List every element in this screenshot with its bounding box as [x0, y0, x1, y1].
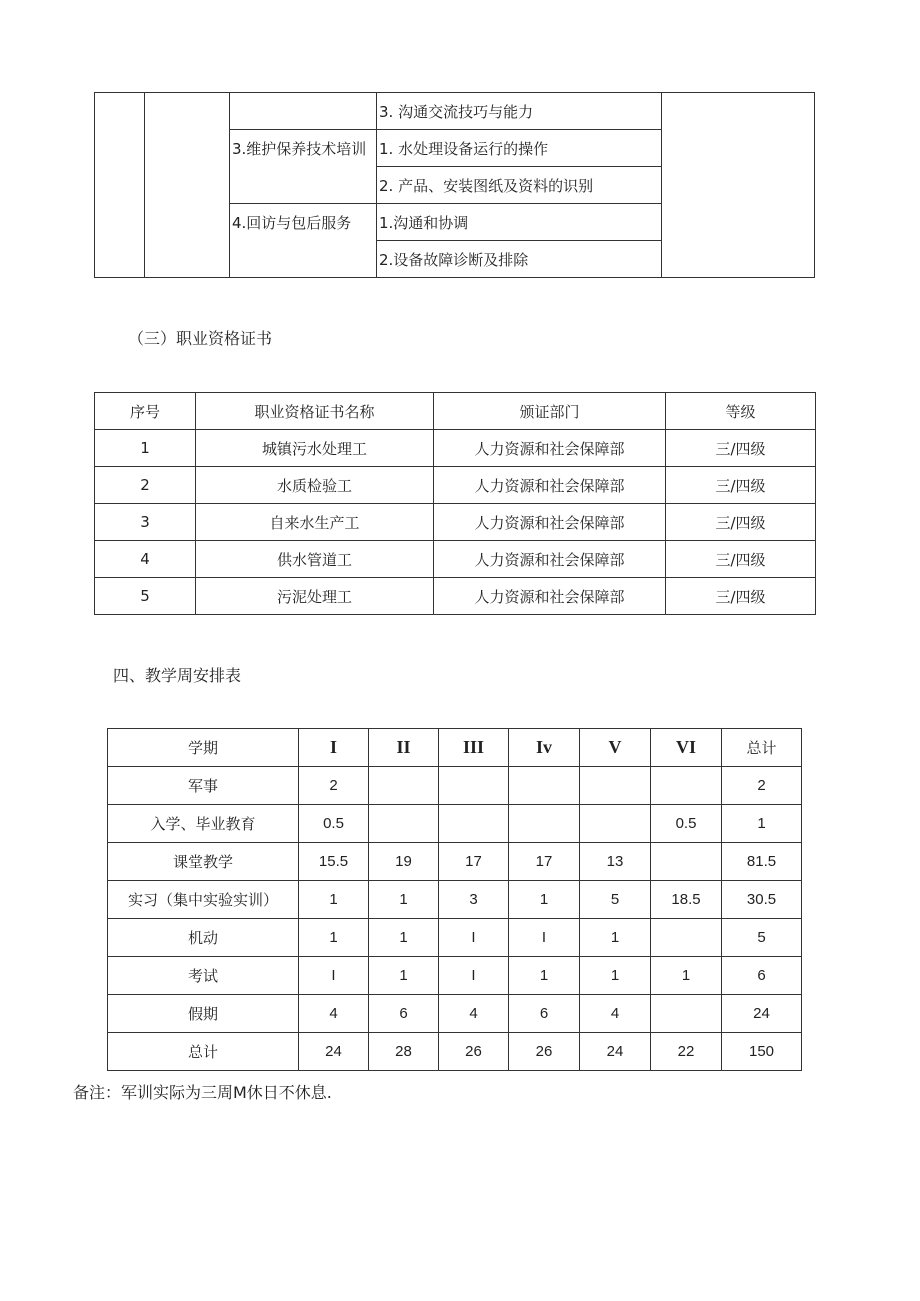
table-cell: I: [439, 919, 509, 957]
table-cell: [230, 93, 377, 130]
table-cell: 5: [722, 919, 802, 957]
table-cell: 2: [299, 767, 369, 805]
cert-table: [94, 392, 816, 615]
table-cell: 自来水生产工: [196, 504, 434, 541]
table-row: [95, 578, 816, 615]
table-cell: [580, 805, 651, 843]
table-cell: 13: [580, 843, 651, 881]
table-cell: I: [299, 957, 369, 995]
table-cell: [509, 805, 580, 843]
table-cell: 3: [439, 881, 509, 919]
table-cell: 1: [651, 957, 722, 995]
table-cell: 考试: [108, 957, 299, 995]
schedule-section-heading: 四、教学周安排表: [113, 666, 242, 685]
table-cell: 1: [722, 805, 802, 843]
schedule-table: [107, 728, 802, 1071]
header-cell: Iv: [509, 729, 580, 767]
table-row: [95, 467, 816, 504]
table-cell: 15.5: [299, 843, 369, 881]
header-cell: VI: [651, 729, 722, 767]
table-cell: 1: [509, 881, 580, 919]
table-cell: [145, 93, 230, 278]
table-cell: [580, 767, 651, 805]
table-cell: 1: [299, 919, 369, 957]
table-cell: 1: [509, 957, 580, 995]
training-content-table: [94, 92, 815, 278]
table-cell: 2.设备故障诊断及排除: [377, 241, 662, 278]
header-cell: I: [299, 729, 369, 767]
table-cell: 30.5: [722, 881, 802, 919]
table-cell: 供水管道工: [196, 541, 434, 578]
table-row: [108, 1033, 802, 1071]
table-cell: 19: [369, 843, 439, 881]
table-cell: 1. 水处理设备运行的操作: [377, 130, 662, 167]
table-cell: 总计: [108, 1033, 299, 1071]
table-cell: 课堂教学: [108, 843, 299, 881]
header-cell: 序号: [95, 393, 196, 430]
table-cell: [369, 805, 439, 843]
table-cell: 1: [299, 881, 369, 919]
table-cell: 1: [369, 919, 439, 957]
table-cell: 5: [580, 881, 651, 919]
table-cell: [651, 767, 722, 805]
table-cell: 4: [580, 995, 651, 1033]
table-cell: 17: [439, 843, 509, 881]
table-row: [108, 843, 802, 881]
table-row: [108, 881, 802, 919]
table-cell: 81.5: [722, 843, 802, 881]
table-cell: 水质检验工: [196, 467, 434, 504]
table-cell: 1: [369, 881, 439, 919]
table-header-row: [95, 393, 816, 430]
table-cell: 人力资源和社会保障部: [434, 467, 666, 504]
table-cell: 机动: [108, 919, 299, 957]
header-cell: III: [439, 729, 509, 767]
table-cell: I: [439, 957, 509, 995]
table-cell: [369, 767, 439, 805]
table-cell: [439, 805, 509, 843]
table-cell: 28: [369, 1033, 439, 1071]
table-cell: 1: [580, 957, 651, 995]
table-cell: [509, 767, 580, 805]
table-cell: 3. 沟通交流技巧与能力: [377, 93, 662, 130]
table-cell: 三/四级: [666, 504, 816, 541]
table-header-row: [108, 729, 802, 767]
table-cell: 22: [651, 1033, 722, 1071]
table-cell: 三/四级: [666, 578, 816, 615]
table-cell: 6: [369, 995, 439, 1033]
table-cell: 4: [299, 995, 369, 1033]
table-cell: 入学、毕业教育: [108, 805, 299, 843]
table-cell: 城镇污水处理工: [196, 430, 434, 467]
table-cell: 1: [95, 430, 196, 467]
table-cell: 1: [580, 919, 651, 957]
cert-section-heading: （三）职业资格证书: [128, 329, 273, 348]
table-cell: 17: [509, 843, 580, 881]
table-cell: [95, 93, 145, 278]
header-cell: 职业资格证书名称: [196, 393, 434, 430]
table-row: [95, 541, 816, 578]
header-cell: 颁证部门: [434, 393, 666, 430]
table-row: [95, 93, 815, 130]
table-cell: 假期: [108, 995, 299, 1033]
table-cell: [651, 843, 722, 881]
table-cell: 6: [509, 995, 580, 1033]
table-cell: 人力资源和社会保障部: [434, 430, 666, 467]
table-cell: 1: [369, 957, 439, 995]
table-cell: 26: [439, 1033, 509, 1071]
table-cell: 人力资源和社会保障部: [434, 541, 666, 578]
table-cell: 人力资源和社会保障部: [434, 504, 666, 541]
table-cell: 24: [580, 1033, 651, 1071]
footnote: 备注：军训实际为三周M休日不休息.: [73, 1083, 332, 1102]
table-cell: 人力资源和社会保障部: [434, 578, 666, 615]
header-cell: II: [369, 729, 439, 767]
table-cell: 2: [95, 467, 196, 504]
table-cell: [439, 767, 509, 805]
header-cell: 学期: [108, 729, 299, 767]
table-cell: 3: [95, 504, 196, 541]
table-cell: [651, 919, 722, 957]
table-row: [95, 504, 816, 541]
table-cell: 150: [722, 1033, 802, 1071]
table-cell: 26: [509, 1033, 580, 1071]
table-row: [108, 995, 802, 1033]
table-cell: 24: [299, 1033, 369, 1071]
table-cell: 三/四级: [666, 467, 816, 504]
table-cell: 2. 产品、安装图纸及资料的识别: [377, 167, 662, 204]
table-cell: 6: [722, 957, 802, 995]
table-cell: 2: [722, 767, 802, 805]
table-cell: 4: [95, 541, 196, 578]
module-cell: 3.维护保养技术培训: [230, 130, 377, 204]
table-cell: 5: [95, 578, 196, 615]
table-cell: 1.沟通和协调: [377, 204, 662, 241]
table-row: [108, 957, 802, 995]
table-cell: I: [509, 919, 580, 957]
table-cell: [651, 995, 722, 1033]
table-row: [108, 805, 802, 843]
module-cell: 4.回访与包后服务: [230, 204, 377, 278]
table-row: [108, 767, 802, 805]
header-cell: V: [580, 729, 651, 767]
table-cell: 实习（集中实验实训）: [108, 881, 299, 919]
header-cell: 等级: [666, 393, 816, 430]
table-cell: 18.5: [651, 881, 722, 919]
table-cell: 污泥处理工: [196, 578, 434, 615]
table-row: [95, 430, 816, 467]
table-cell: 4: [439, 995, 509, 1033]
header-cell: 总计: [722, 729, 802, 767]
table-cell: 24: [722, 995, 802, 1033]
table-cell: 0.5: [651, 805, 722, 843]
table-cell: 军事: [108, 767, 299, 805]
table-cell: 三/四级: [666, 541, 816, 578]
table-cell: [662, 93, 815, 278]
table-row: [108, 919, 802, 957]
table-cell: 三/四级: [666, 430, 816, 467]
table-cell: 0.5: [299, 805, 369, 843]
